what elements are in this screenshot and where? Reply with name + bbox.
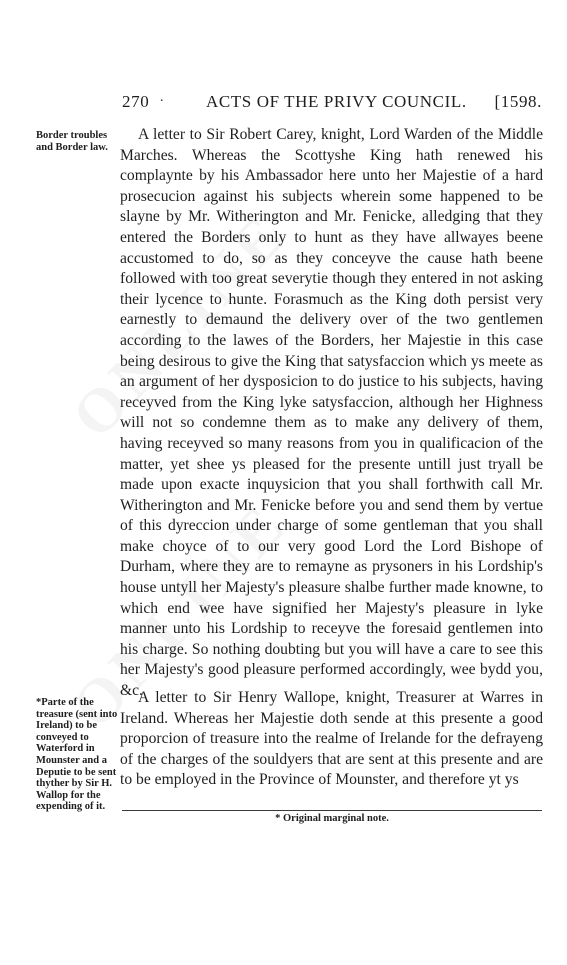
footnote: * Original marginal note.	[275, 813, 389, 824]
running-head-year: [1598.	[494, 92, 542, 111]
running-head-title: ACTS OF THE PRIVY COUNCIL.	[206, 92, 467, 111]
running-head	[122, 92, 542, 118]
body-paragraph: A letter to Sir Henry Wallope, knight, Treasurer at Warres in Ireland. Whereas her Majestie doth sende at this presente a good proporcion of treasure into the realme of Irelande for the defrayeng of the charges of the souldyers that are sent at this presente and are to be employed in the Province of Mounster, and therefore yt ys	[120, 689, 543, 789]
footnote-rule	[122, 810, 542, 811]
margin-note: *Parte of the treasure (sent into Ireland) to be conveyed to Waterford in Mounster and a Deputie to be sent thyther by Sir H. Wallop for the expending of it.	[36, 697, 118, 813]
page-number: 270	[122, 92, 150, 111]
margin-note: Border troubles and Border law.	[36, 130, 108, 153]
running-head-dot: .	[160, 90, 165, 105]
body-paragraph: A letter to Sir Robert Carey, knight, Lord Warden of the Middle Marches. Whereas the Scottyshe King hath renewed his complaynte by his Ambassador here unto her Majestie of a hard prosecucion against his subjects wherein some happened to be slayne by Mr. Witherington and Mr. Fenicke, alledging that they entered the Borders only to hunt as they have allwayes beene accustomed to do, so as they conceyve the cause hath beene followed with too great severytie though they entered in not asking their lycence to hunte. Forasmuch as the King doth persist very earnestly to demaund the delivery over of the two gentlemen according to the lawes of the Borders, her Majestie in this case being desirous to give the King that satysfaccion which ys meete as an argument of her dysposicion to do justice to his subjects, having receyved from the King lyke satysfaccion, although her Highness will not so condemne them as to make any delivery of them, having receyved so many reasons from you in qualificacion of the matter, yet shee ys pleased for the presente untill just tryall be made upon exacte inquysicion that you shall forthwith call Mr. Witherington and Mr. Fenicke before you and send them by vertue of this dyreccion under charge of some gentleman that you shall make choyce of to our very good Lord the Lord Bishope of Durham, where they are to remayne as prysoners in his Lordship's house untyll her Majesty's pleasure shalbe further made knowne, to which end wee have signified her Majesty's pleasure in lyke manner unto his Lordship to receyve the foresaid gentlemen into his charge. So nothing doubting but you will have a care to see this her Majesty's good pleasure performed accordingly, wee bydd you, &c.	[120, 126, 543, 700]
